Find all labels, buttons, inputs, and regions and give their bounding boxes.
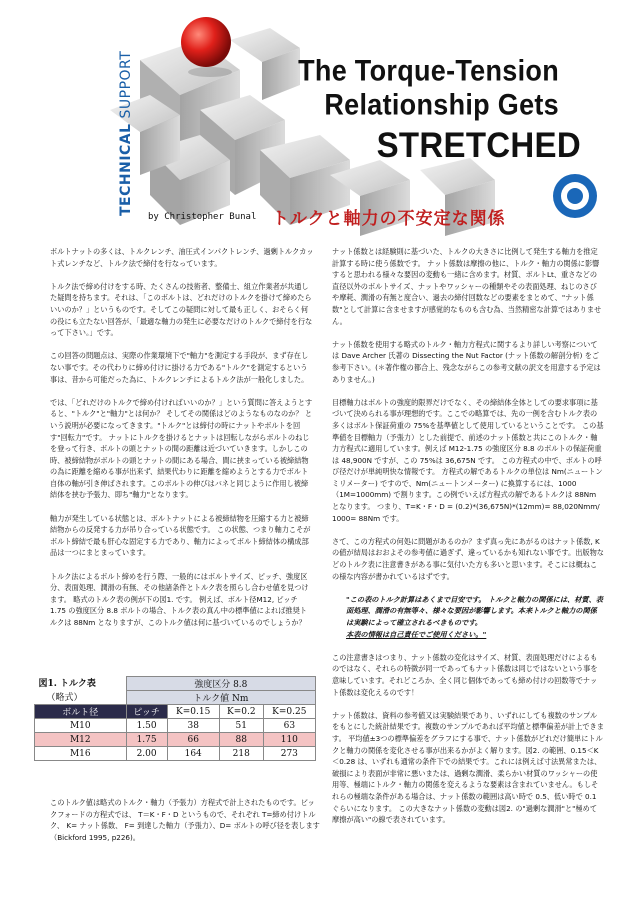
paragraph: 目標軸力はボルトの強度的限界だけでなく、その締結体全体としての要求事項に基づいて決められる事が理想的です。ここでの略算では、先の一例を含むトルク表の多くはボルト保証荷重の 75%を基準値として使用しているということです。 この基準値を目標軸力（予張力）とした前提で、前述のナット係数と共にこのトルク・軸力方程式に適用しています。例えば M12-1.75 の強度区分 8.8 のボルトの保証荷重は 48,900N ですが、この 75%は 36,675N です。 この方程式の中で、ボルトの呼び径だけが単純明快な情報です。 方程式の解であるトルクの単位は Nm(ニュートンミリメーター) ですので、Nm(ニュートンメーター) に換算するには、1000（1M=1000mm) で割ります。この例でいえば方程式の解であるトルクは 88Nm となります。 つまり、T=K・F・D = (0.2)*(36,675N)*(12mm)= 88,020Nmm/ 1000= 88Nm です。 [332, 397, 604, 523]
cell-value: 38 [167, 719, 219, 733]
article-header [0, 0, 641, 240]
paragraph: この注意書きはつまり、ナット係数の変化はサイズ、材質、表面処理だけによるものではなく、それらの特徴が同一であってもナット係数は同じではないという事を意味しています。それどころか、全く同じ個体であっても締め付けの回数等でナット係数は変化えるのです！ [332, 652, 598, 697]
table-caption-cell [35, 677, 127, 705]
cell-value: 88 [219, 733, 263, 747]
paragraph: さて、この方程式の何処に問題があるのか？まず真っ先にあがるのはナット係数, K の値が結局はおおよその参考値に過ぎず、違っているかも知れない事です。出版物などのトルク表に注意書きがある事に気付いた方も多いと思います。そこには概ねこの様な内容が書かれているはずです。 [332, 536, 604, 581]
column-header-k2: K=0.2 [219, 705, 263, 719]
japanese-title: トルクと軸力の不安定な関係 [272, 209, 506, 229]
title-line-3: STRETCHED [376, 124, 581, 165]
paragraph: では、「どれだけのトルクで締め付ければいいのか？」という質問に答えようとすると、"トルク"と"軸力"とは何か？ そしてその関係はどのようなものなのか？ という説明が必要になってきます。"トルク"とは締付の時にナットやボルトを回す"回転力"です。 ナットにトルクを掛けるとナットは回転しながらボルトのねじを登って行き、ボルトの頭とナットの間の距離は近づいていきます。しかしこの時、被締結物がボルトの頭とナットの間にある場合、間に挟まっている被締結物の為に距離を縮める事が出来ず、結果代わりに距離を縮めようとする力でボルト自体の軸が引き伸ばされます。このボルトの伸びはバネと同じように作用し被締結体を挟む予張力、即ち"軸力"となります。 [50, 397, 313, 500]
table-row-highlighted [35, 733, 316, 747]
caution-note-underlined: 本表の情報は自己責任でご使用ください。" [346, 629, 487, 639]
paragraph: 軸力が発生している状態とは、ボルトナットによる被締結物を圧縮する力と被締結物からの反発する力が吊り合っている状態です。 この状態、つまり軸力こそがボルト締結で最も肝心な固定する力であり、軸力によってボルト締結体の構成部品は一つにまとまっています。 [50, 513, 311, 558]
paragraph: ナット係数を使用する略式のトルク・軸力方程式に関するより詳しい考察については Dave Archer 氏著の Dissecting the Nut Factor (ナット係数の解剖分析) をご参考下さい。(＊著作権の都合上、残念ながらこの参考文献の訳文を用意する予定はありません。) [332, 339, 601, 384]
cell-value: 51 [219, 719, 263, 733]
right-column [332, 246, 604, 837]
table-row [35, 747, 316, 761]
column-header-pitch: ピッチ [126, 705, 167, 719]
cell-value: 273 [263, 747, 315, 761]
cell-value: 164 [167, 747, 219, 761]
strength-header: 強度区分 8.8 [126, 677, 315, 691]
column-header-k1: K=0.15 [167, 705, 219, 719]
table-subcaption: （略式） [46, 692, 83, 703]
paragraph: ナット係数は、資料の参考値又は実験結果であり、いずれにしても複数のサンプルをもとにした統計結果です。複数のサンプルであれば平均値と標準偏差が計上できます。 平均値±3つの標準偏差をグラフにする事で、ナット係数がどれだけ簡単にトルクと軸力の関係を変化させる事が出来るかがよく解ります。図2. の範囲、0.15＜K＜0.28 は、いずれも通常の条件下での結果です。これには例えば寸法異常または、破損により表面が非常に悪いまたは、過剰な潤滑、柔らかい材質のワッシャーの使用等、極端にトルク・軸力の関係を変えるような要素は含まれていません。もしそれらの極端な条件がある場合は、ナット係数の範囲は高い時で 0.5、低い時で 0.1 ぐらいになります。 この大きなナット係数の変動は図2. の"過剰な潤滑"と"極めて摩擦が高い"の線で表されています。 [332, 710, 604, 825]
paragraph: ナット係数とは経験則に基づいた、トルクの大きさに比例して発生する軸力を推定計算する時に使う係数です。 ナット係数は摩擦の他に、トルク・軸力の関係に影響すると思われる様々な要因の変動も一緒に含めます。材質、ボルトLt、重さなどの直径以外のボルトサイズ、ナットやワッシャーの種類やその表面処理、ねじのさびや摩耗、潤滑の有無と度合い、過去の締付回数などの要素をまとめて、"ナット係数"として計算に含ませますが感覚的なものも含む為、当然精密な計算ではありません。 [332, 247, 602, 326]
table-row [35, 719, 316, 733]
column-header-bolt: ボルト径 [35, 705, 127, 719]
cell-bolt: M16 [35, 747, 127, 761]
red-ball [181, 17, 231, 67]
paragraph: トルク法で締め付けをする時、たくさんの技術者、整備士、組立作業者が共通した疑問を持ちます。それは、「このボルトは、どれだけのトルクを掛けて締めたらいいのか？」というものです。そしてこの疑問に対して最も正しく、おそらく何の役にも立たない回答が、「最適な軸力の発生に必要なだけのトルクで締付を行なって下さい。」です。 [50, 281, 313, 338]
side-label [118, 51, 134, 216]
paragraph: トルク法によるボルト締めを行う際、一般的にはボルトサイズ、ピッチ、強度区分、表面処理、潤滑の有無、その他諸条件とトルク表を照らし合わせ値を見つけます。 略式のトルク表の例が下の図1. です。 例えば、ボルト径M12, ピッチ 1.75 の強度区分 8.8 ボルトの場合、トルク表の真ん中の標準値によれば推奨トルクは 88Nm となりますが、このトルク値は何に基づいているのでしょうか？ [50, 571, 309, 627]
cell-pitch: 1.50 [126, 719, 167, 733]
column-header-k3: K=0.25 [263, 705, 315, 719]
torque-table-figure [34, 676, 316, 761]
table-caption: 図1. トルク表 [38, 678, 96, 689]
cell-value: 218 [219, 747, 263, 761]
side-label-bold: TECHNICAL [118, 123, 134, 216]
paragraph: ボルトナットの多くは、トルクレンチ、油圧式インパクトレンチ、過剰トルクカット式レンチなど、トルク法で締付を行なっています。 [50, 247, 314, 268]
paragraph: この回答の問題点は、実際の作業環境下で"軸力"を測定する手段が、まず存在しない事です。その代わりに締め付けに掛ける力である"トルク"を測定するという事は、昔から可能だった為に、トルクレンチによるトルク法が一般化しました。 [50, 351, 309, 384]
title-line-1: The Torque-Tension [298, 54, 559, 88]
torque-table [34, 676, 316, 761]
left-column [50, 246, 314, 640]
cell-bolt: M10 [35, 719, 127, 733]
caution-note-text: "この表のトルク計算はあくまで目安です。 トルクと軸力の関係には、材質、表面処理、潤滑の有無等々、様々な要因が影響します。本来トルクと軸力の関係は実験によって確立されるべきものです。 [346, 594, 603, 627]
side-label-normal: SUPPORT [118, 50, 134, 119]
byline: by Christopher Bunal [148, 212, 257, 222]
cell-value: 66 [167, 733, 219, 747]
caution-note [332, 594, 604, 640]
cell-bolt: M12 [35, 733, 127, 747]
cell-value: 63 [263, 719, 315, 733]
torque-header: トルク値 Nm [126, 691, 315, 705]
cell-pitch: 2.00 [126, 747, 167, 761]
equation-paragraph: このトルク値は略式のトルク・軸力（予張力）方程式で計上されたものです。ビックフォードの方程式では、 T＝K・F・D というもので、それぞれ T=締め付けトルク、 K= ナット係数、 F= 到達した軸力（予張力）、D= ボルトの呼び径を表します （Bickford 1995, p226)。 [50, 798, 320, 842]
cell-pitch: 1.75 [126, 733, 167, 747]
title-line-2: Relationship Gets [324, 88, 559, 122]
cell-value: 110 [263, 733, 315, 747]
